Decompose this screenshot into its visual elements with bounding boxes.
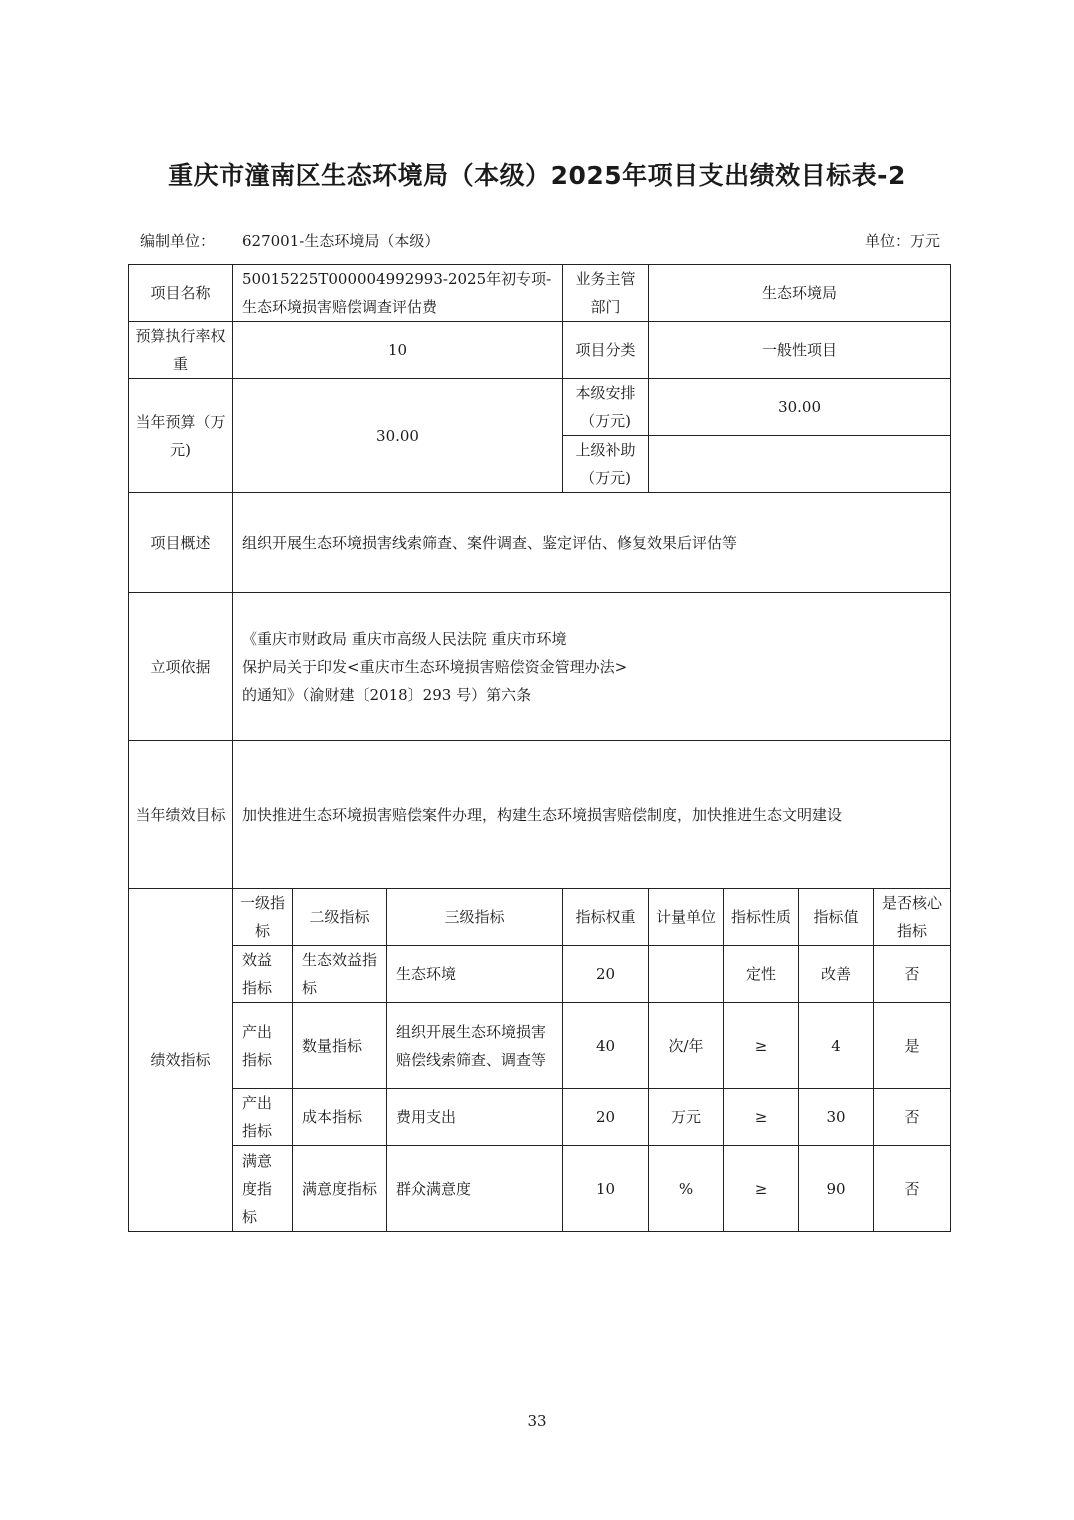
goal-label: 当年绩效目标 [129,741,233,889]
basis-line: 的通知》（渝财建〔2018〕293 号）第六条 [242,685,532,704]
org-label: 编制单位： [140,232,216,250]
page-number: 33 [527,1412,547,1430]
category-value: 一般性项目 [649,322,951,379]
indicator-value: 改善 [799,946,874,1003]
performance-table [128,264,951,1232]
upper-subsidy-label: 上级补助（万元) [563,436,649,493]
project-name-value: 50015225T000004992993-2025年初专项-生态环境损害赔偿调查评估费 [233,265,563,322]
local-budget-value: 30.00 [649,379,951,436]
indicator-header: 指标性质 [724,889,799,946]
dept-value: 生态环境局 [649,265,951,322]
table-row [129,1003,951,1089]
indicator-level3: 费用支出 [387,1089,563,1146]
indicator-nature: ≥ [724,1089,799,1146]
indicator-nature: ≥ [724,1003,799,1089]
table-row [129,946,951,1003]
indicator-level2: 生态效益指标 [293,946,387,1003]
table-row [129,1146,951,1232]
indicator-weight: 20 [563,1089,649,1146]
indicator-header: 二级指标 [293,889,387,946]
indicator-unit [649,946,724,1003]
indicator-level2: 成本指标 [293,1089,387,1146]
indicator-weight: 20 [563,946,649,1003]
perf-label: 绩效指标 [129,889,233,1232]
indicator-value: 30 [799,1089,874,1146]
indicator-level1: 产出指标 [233,1003,293,1089]
indicator-core: 否 [874,1146,951,1232]
indicator-level3: 群众满意度 [387,1146,563,1232]
table-row [129,1089,951,1146]
category-label: 项目分类 [563,322,649,379]
indicator-level2: 数量指标 [293,1003,387,1089]
indicator-value: 90 [799,1146,874,1232]
goal-value: 加快推进生态环境损害赔偿案件办理，构建生态环境损害赔偿制度，加快推进生态文明建设 [233,741,951,889]
indicator-header: 计量单位 [649,889,724,946]
indicator-weight: 10 [563,1146,649,1232]
basis-line: 《重庆市财政局 重庆市高级人民法院 重庆市环境 [242,629,567,648]
indicator-core: 否 [874,946,951,1003]
weight-label: 预算执行率权重 [129,322,233,379]
indicator-header: 指标值 [799,889,874,946]
basis-value [233,593,951,741]
indicator-level3: 组织开展生态环境损害赔偿线索筛查、调查等 [387,1003,563,1089]
dept-label: 业务主管部门 [563,265,649,322]
indicator-weight: 40 [563,1003,649,1089]
unit-label: 单位：万元 [864,232,940,250]
budget-label: 当年预算（万元) [129,379,233,493]
indicator-level2: 满意度指标 [293,1146,387,1232]
indicator-unit: 万元 [649,1089,724,1146]
indicator-unit: 次/年 [649,1003,724,1089]
indicator-header: 指标权重 [563,889,649,946]
budget-value: 30.00 [233,379,563,493]
upper-subsidy-value [649,436,951,493]
indicator-header: 一级指标 [233,889,293,946]
overview-value: 组织开展生态环境损害线索筛查、案件调查、鉴定评估、修复效果后评估等 [233,493,951,593]
overview-label: 项目概述 [129,493,233,593]
indicator-core: 是 [874,1003,951,1089]
indicator-unit: % [649,1146,724,1232]
indicator-header: 三级指标 [387,889,563,946]
indicator-value: 4 [799,1003,874,1089]
indicator-level3: 生态环境 [387,946,563,1003]
local-budget-label: 本级安排（万元) [563,379,649,436]
indicator-level1: 效益指标 [233,946,293,1003]
basis-line: 保护局关于印发<重庆市生态环境损害赔偿资金管理办法> [242,657,628,676]
page-title: 重庆市潼南区生态环境局（本级）2025年项目支出绩效目标表-2 [168,161,906,190]
indicator-nature: 定性 [724,946,799,1003]
project-name-label: 项目名称 [129,265,233,322]
org-value: 627001-生态环境局（本级） [242,232,440,250]
indicator-header: 是否核心指标 [874,889,951,946]
indicator-core: 否 [874,1089,951,1146]
weight-value: 10 [233,322,563,379]
indicator-level1: 产出指标 [233,1089,293,1146]
indicator-nature: ≥ [724,1146,799,1232]
basis-label: 立项依据 [129,593,233,741]
indicator-level1: 满意度指标 [233,1146,293,1232]
